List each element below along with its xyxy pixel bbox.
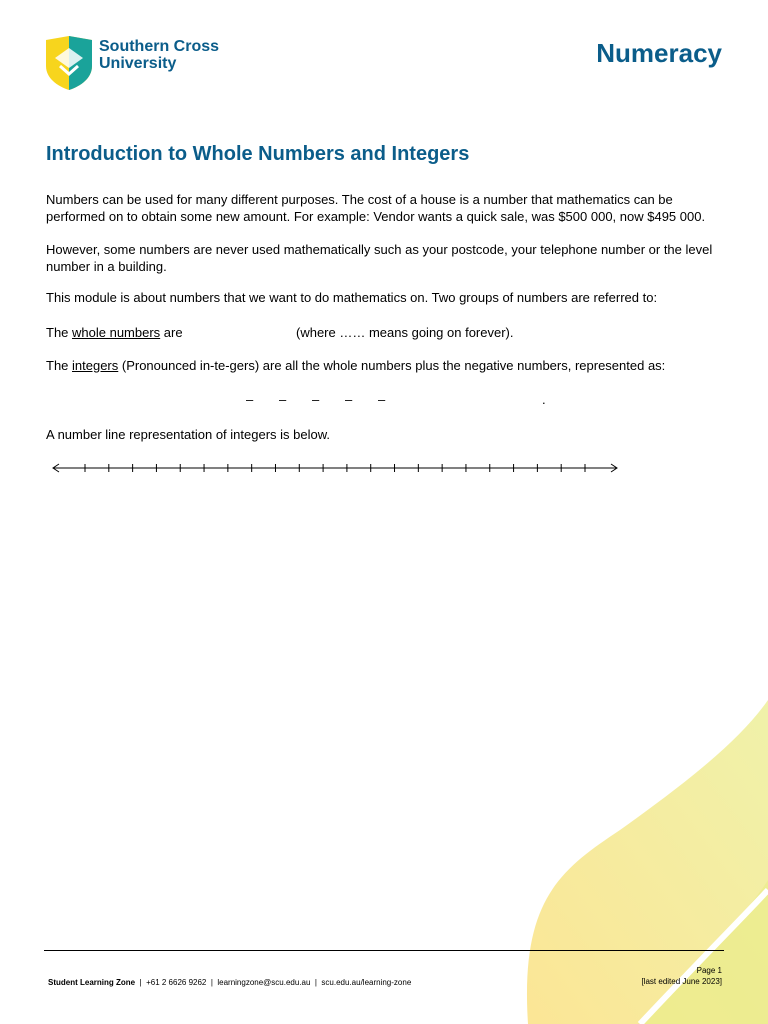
minus-sign: – xyxy=(279,392,288,407)
footer-contact xyxy=(48,978,411,987)
footer-phone: +61 2 6626 9262 xyxy=(146,978,207,987)
whole-numbers-term: whole numbers xyxy=(72,325,161,340)
footer-sep: | xyxy=(139,978,142,987)
footer-url-link[interactable]: scu.edu.au/learning-zone xyxy=(321,978,412,987)
footer-email-link[interactable]: learningzone@scu.edu.au xyxy=(217,978,311,987)
paragraph-non-math-numbers: However, some numbers are never used mathematically such as your postcode, your telephone number or the level number in a building. xyxy=(46,242,713,274)
integers-rest: (Pronounced in-te-gers) are all the whole numbers plus the negative numbers, represented as: xyxy=(118,358,666,373)
integer-number-line xyxy=(50,460,620,476)
logo-name-line2: University xyxy=(99,55,177,72)
logo-name-line1: Southern Cross xyxy=(99,38,220,55)
minus-sign: – xyxy=(345,392,354,407)
whole-numbers-line xyxy=(46,325,726,342)
whole-mid: are xyxy=(160,325,183,340)
footer-unit: Student Learning Zone xyxy=(48,978,136,987)
minus-sign: – xyxy=(312,392,321,407)
integer-sequence-end: . xyxy=(542,392,546,407)
paragraph-numbers-purposes: Numbers can be used for many different purposes. The cost of a house is a number that mathematics can be performed on to obtain some new amount. For example: Vendor wants a quick sale, was $500 000, now $495 000. xyxy=(46,192,706,224)
page-number: Page 1 xyxy=(696,966,722,975)
last-edited: [last edited June 2023] xyxy=(641,977,722,986)
scu-logo-wordmark xyxy=(99,38,259,72)
integers-prefix: The xyxy=(46,358,73,373)
footer-sep: | xyxy=(210,978,213,987)
scu-shield-logo-icon xyxy=(46,36,92,90)
minus-sign: – xyxy=(246,392,255,407)
whole-prefix: The xyxy=(46,325,73,340)
integer-sequence-signs xyxy=(246,392,411,407)
integers-line xyxy=(46,358,726,375)
integers-term: integers xyxy=(72,358,119,373)
paragraph-module-intro: This module is about numbers that we want to do mathematics on. Two groups of numbers are referred to: xyxy=(46,290,658,305)
numberline-caption: A number line representation of integers is below. xyxy=(46,427,331,442)
header-title: Numeracy xyxy=(596,38,722,68)
footer-divider xyxy=(44,950,724,951)
footer-page-info xyxy=(641,965,722,987)
whole-note: (where …… means going on forever). xyxy=(296,325,514,340)
document-title: Introduction to Whole Numbers and Integers xyxy=(46,143,470,165)
minus-sign: – xyxy=(378,392,387,407)
footer-sep: | xyxy=(314,978,317,987)
